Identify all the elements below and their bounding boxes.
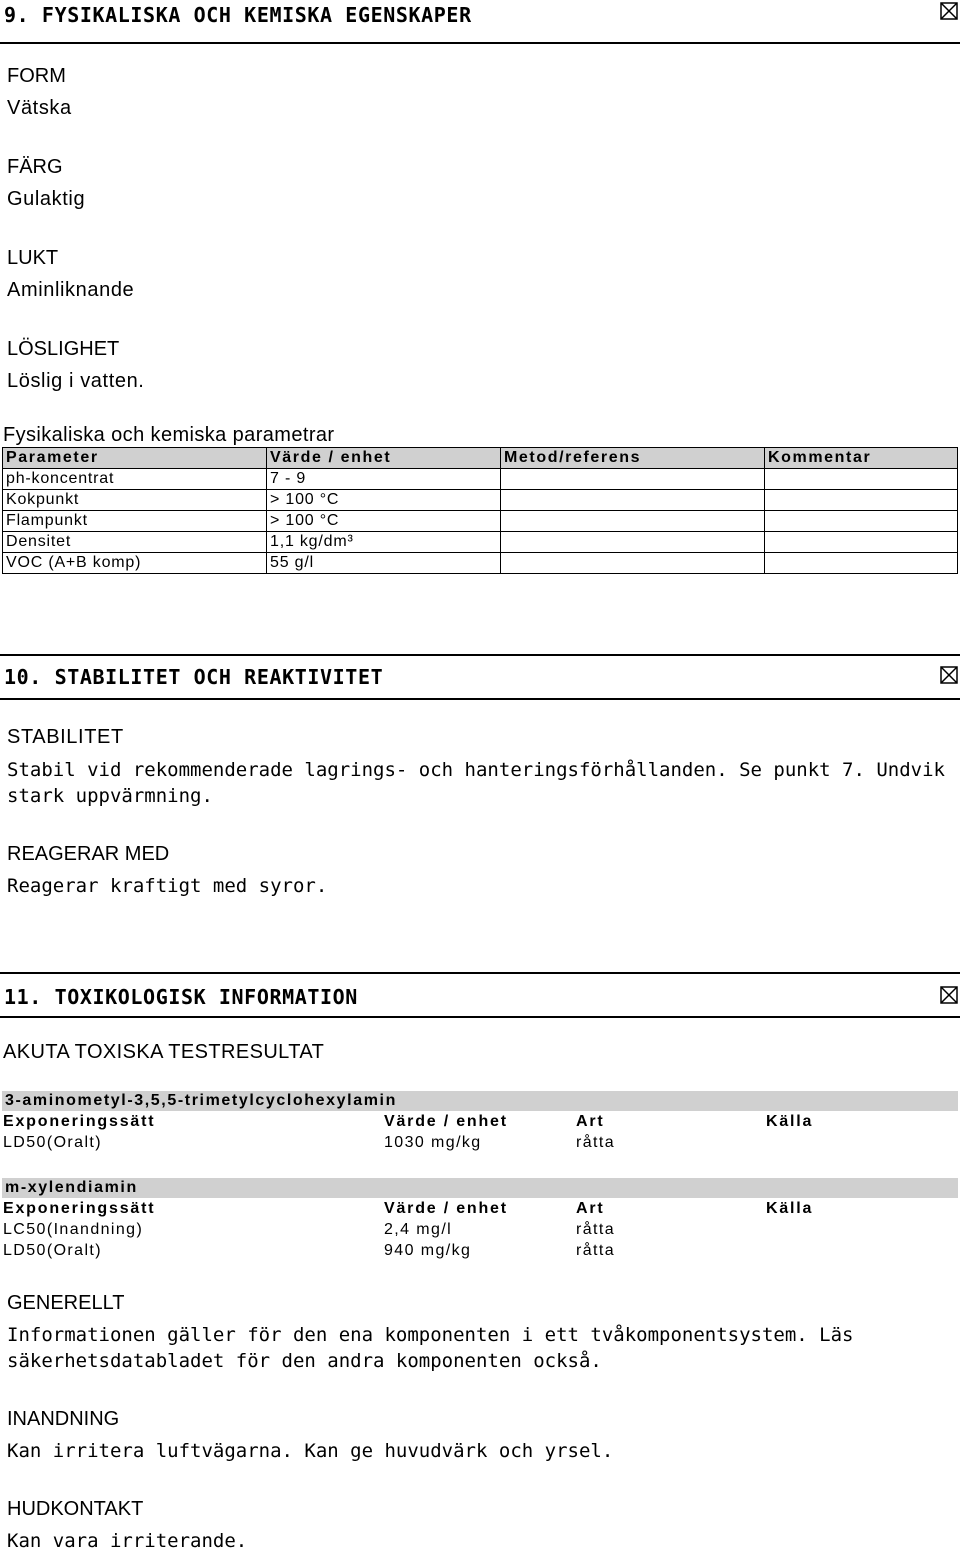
tox-col-header: Värde / enhet <box>384 1113 508 1130</box>
tox-cell: 940 mg/kg <box>384 1242 472 1259</box>
param-cell: 7 - 9 <box>267 469 501 490</box>
table-row <box>3 490 958 511</box>
inhalation-label: INANDNING <box>7 1408 120 1430</box>
tox-cell: 2,4 mg/l <box>384 1221 453 1238</box>
param-cell: > 100 °C <box>267 511 501 532</box>
param-cell: Kokpunkt <box>3 490 267 511</box>
param-cell <box>765 511 958 532</box>
param-table <box>2 447 958 574</box>
tox-cell: 1030 mg/kg <box>384 1134 482 1151</box>
param-cell <box>765 469 958 490</box>
param-col-header: Metod/referens <box>501 448 765 469</box>
general-text: Informationen gäller för den ena komponenten i ett tvåkomponentsystem. Läs säkerhetsdatabladet för den andra komponenten också. <box>7 1324 854 1372</box>
checked-box-icon[interactable] <box>940 666 958 684</box>
substance-name: m-xylendiamin <box>2 1178 958 1198</box>
acute-tox-label: AKUTA TOXISKA TESTRESULTAT <box>3 1041 325 1063</box>
tox-table-header <box>2 1112 958 1132</box>
table-row <box>2 1241 958 1261</box>
param-cell: 55 g/l <box>267 553 501 574</box>
reacts-with-label: REAGERAR MED <box>7 843 170 865</box>
table-row <box>3 469 958 490</box>
tox-col-header: Källa <box>766 1113 814 1130</box>
tox-col-header: Exponeringssätt <box>3 1200 156 1217</box>
tox-col-header: Värde / enhet <box>384 1200 508 1217</box>
param-cell <box>765 553 958 574</box>
table-row <box>3 553 958 574</box>
color-label: FÄRG <box>7 156 63 178</box>
section-9-header <box>0 0 960 44</box>
param-cell <box>765 532 958 553</box>
param-cell: Flampunkt <box>3 511 267 532</box>
substance-name: 3-aminometyl-3,5,5-trimetylcyclohexylamin <box>2 1091 958 1111</box>
param-cell <box>501 490 765 511</box>
form-label: FORM <box>7 65 66 87</box>
tox-cell: LD50(Oralt) <box>3 1242 102 1259</box>
solubility-label: LÖSLIGHET <box>7 338 120 360</box>
reacts-with-text: Reagerar kraftigt med syror. <box>7 875 328 897</box>
param-cell <box>501 511 765 532</box>
param-cell <box>501 553 765 574</box>
param-cell: 1,1 kg/dm³ <box>267 532 501 553</box>
skin-contact-text: Kan vara irriterande. <box>7 1530 248 1552</box>
tox-cell: råtta <box>576 1221 616 1238</box>
smell-label: LUKT <box>7 247 59 269</box>
table-row <box>2 1133 958 1153</box>
param-table-caption: Fysikaliska och kemiska parametrar <box>3 424 335 446</box>
tox-col-header: Art <box>576 1200 605 1217</box>
tox-table-header <box>2 1199 958 1219</box>
table-row <box>3 511 958 532</box>
stability-label: STABILITET <box>7 726 124 748</box>
inhalation-text: Kan irritera luftvägarna. Kan ge huvudvärk och yrsel. <box>7 1440 614 1462</box>
tox-col-header: Källa <box>766 1200 814 1217</box>
section-11-title: 11. TOXIKOLOGISK INFORMATION <box>4 985 358 1009</box>
table-row <box>3 532 958 553</box>
general-label: GENERELLT <box>7 1292 125 1314</box>
section-11-header <box>0 972 960 1018</box>
section-9-title: 9. FYSIKALISKA OCH KEMISKA EGENSKAPER <box>4 3 472 27</box>
table-row <box>2 1220 958 1240</box>
param-col-header: Kommentar <box>765 448 958 469</box>
param-col-header: Värde / enhet <box>267 448 501 469</box>
tox-col-header: Art <box>576 1113 605 1130</box>
param-cell: Densitet <box>3 532 267 553</box>
param-cell: VOC (A+B komp) <box>3 553 267 574</box>
tox-cell: LC50(Inandning) <box>3 1221 144 1238</box>
param-cell <box>765 490 958 511</box>
param-col-header: Parameter <box>3 448 267 469</box>
tox-cell: LD50(Oralt) <box>3 1134 102 1151</box>
smell-value: Aminliknande <box>7 279 135 301</box>
section-10-header <box>0 654 960 700</box>
stability-text: Stabil vid rekommenderade lagrings- och hanteringsförhållanden. Se punkt 7. Undvik stark uppvärmning. <box>7 759 945 807</box>
form-value: Vätska <box>7 97 72 119</box>
tox-cell: råtta <box>576 1134 616 1151</box>
checked-box-icon[interactable] <box>940 986 958 1004</box>
param-cell: > 100 °C <box>267 490 501 511</box>
tox-col-header: Exponeringssätt <box>3 1113 156 1130</box>
tox-cell: råtta <box>576 1242 616 1259</box>
param-cell: ph-koncentrat <box>3 469 267 490</box>
section-10-title: 10. STABILITET OCH REAKTIVITET <box>4 665 384 689</box>
param-cell <box>501 532 765 553</box>
color-value: Gulaktig <box>7 188 86 210</box>
param-cell <box>501 469 765 490</box>
checked-box-icon[interactable] <box>940 2 958 20</box>
solubility-value: Löslig i vatten. <box>7 370 145 392</box>
skin-contact-label: HUDKONTAKT <box>7 1498 144 1520</box>
param-table-header <box>3 448 958 469</box>
